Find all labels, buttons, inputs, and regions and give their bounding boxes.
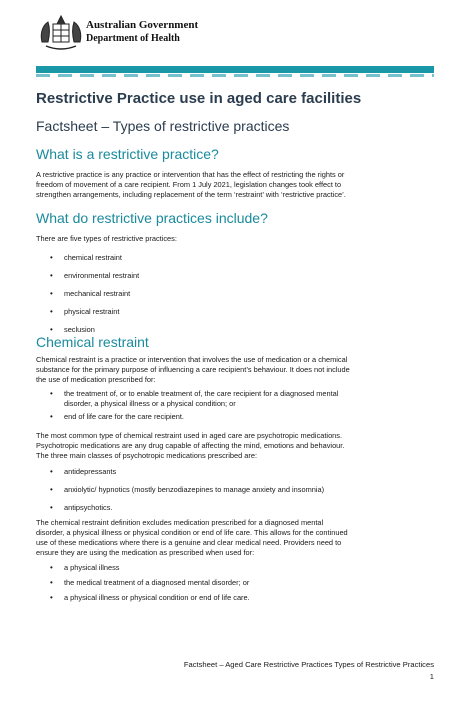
body-text: The chemical restraint definition excludes medication prescribed for a diagnosed mental [36, 518, 324, 527]
body-text: There are five types of restrictive practices: [36, 234, 177, 243]
list-item: • antidepressants [64, 467, 324, 477]
body-text: disorder, a physical illness or physical condition or end of life care. This allows for the continued [36, 528, 348, 537]
body-text: The most common type of chemical restraint used in aged care are psychotropic medications. [36, 431, 343, 440]
psychotropic-classes-list [64, 467, 324, 513]
body-text: The three main classes of psychotropic medications prescribed are: [36, 451, 258, 460]
list-item: • chemical restraint [64, 253, 139, 263]
body-text: strengthen arrangements, including replacement of the term ‘restraint’ with ‘restrictive practice’. [36, 190, 346, 199]
list-item: • the treatment of, or to enable treatment of, the care recipient for a diagnosed mental [64, 389, 338, 399]
body-text: Chemical restraint is a practice or intervention that involves the use of medication or a chemical [36, 355, 348, 364]
list-item: • a physical illness [64, 563, 250, 573]
list-item: • mechanical restraint [64, 289, 139, 299]
section-heading-chemical-restraint: Chemical restraint [36, 334, 149, 350]
restrictive-practice-types-list [64, 253, 139, 343]
body-text: A restrictive practice is any practice or intervention that has the effect of restricting the rights or [36, 170, 345, 179]
header-divider [36, 66, 434, 73]
exclusions-list [64, 389, 338, 422]
list-item: • environmental restraint [64, 271, 139, 281]
list-item: • physical restraint [64, 307, 139, 317]
list-item: • anxiolytic/ hypnotics (mostly benzodiazepines to manage anxiety and insomnia) [64, 485, 324, 495]
section-heading-what-is: What is a restrictive practice? [36, 146, 219, 162]
list-item-continuation: disorder, a physical illness or a physical condition; or [64, 399, 236, 408]
coat-of-arms-icon [36, 12, 86, 54]
section-heading-include: What do restrictive practices include? [36, 210, 268, 226]
body-text: freedom of movement of a care recipient. From 1 July 2021, legislation changes took effect to [36, 180, 342, 189]
list-item: • antipsychotics. [64, 503, 324, 513]
body-text: Psychotropic medications are any drug capable of affecting the mind, emotions and behaviour. [36, 441, 345, 450]
page-subtitle: Factsheet – Types of restrictive practices [36, 118, 290, 134]
page-title: Restrictive Practice use in aged care facilities [36, 90, 362, 107]
body-text: ensure they are using the medication as prescribed when used for: [36, 548, 255, 557]
body-text: the use of medication prescribed for: [36, 375, 156, 384]
list-item: • a physical illness or physical condition or end of life care. [64, 593, 250, 603]
government-wordmark [86, 18, 198, 46]
list-item: • seclusion [64, 325, 139, 335]
government-name: Australian Government [86, 19, 199, 31]
header-divider-dashes [36, 74, 434, 77]
list-item: • the medical treatment of a diagnosed mental disorder; or [64, 578, 250, 588]
body-text: use of these medications where there is a genuine and clear medical need. Providers need to [36, 538, 342, 547]
body-text: substance for the primary purpose of influencing a care recipient’s behaviour. It does not include [36, 365, 350, 374]
page-number: 1 [429, 672, 434, 681]
list-item: • end of life care for the care recipient. [64, 412, 338, 422]
medication-uses-list [64, 563, 250, 603]
department-name: Department of Health [86, 33, 180, 44]
footer-text: Factsheet – Aged Care Restrictive Practices Types of Restrictive Practices [183, 660, 434, 669]
